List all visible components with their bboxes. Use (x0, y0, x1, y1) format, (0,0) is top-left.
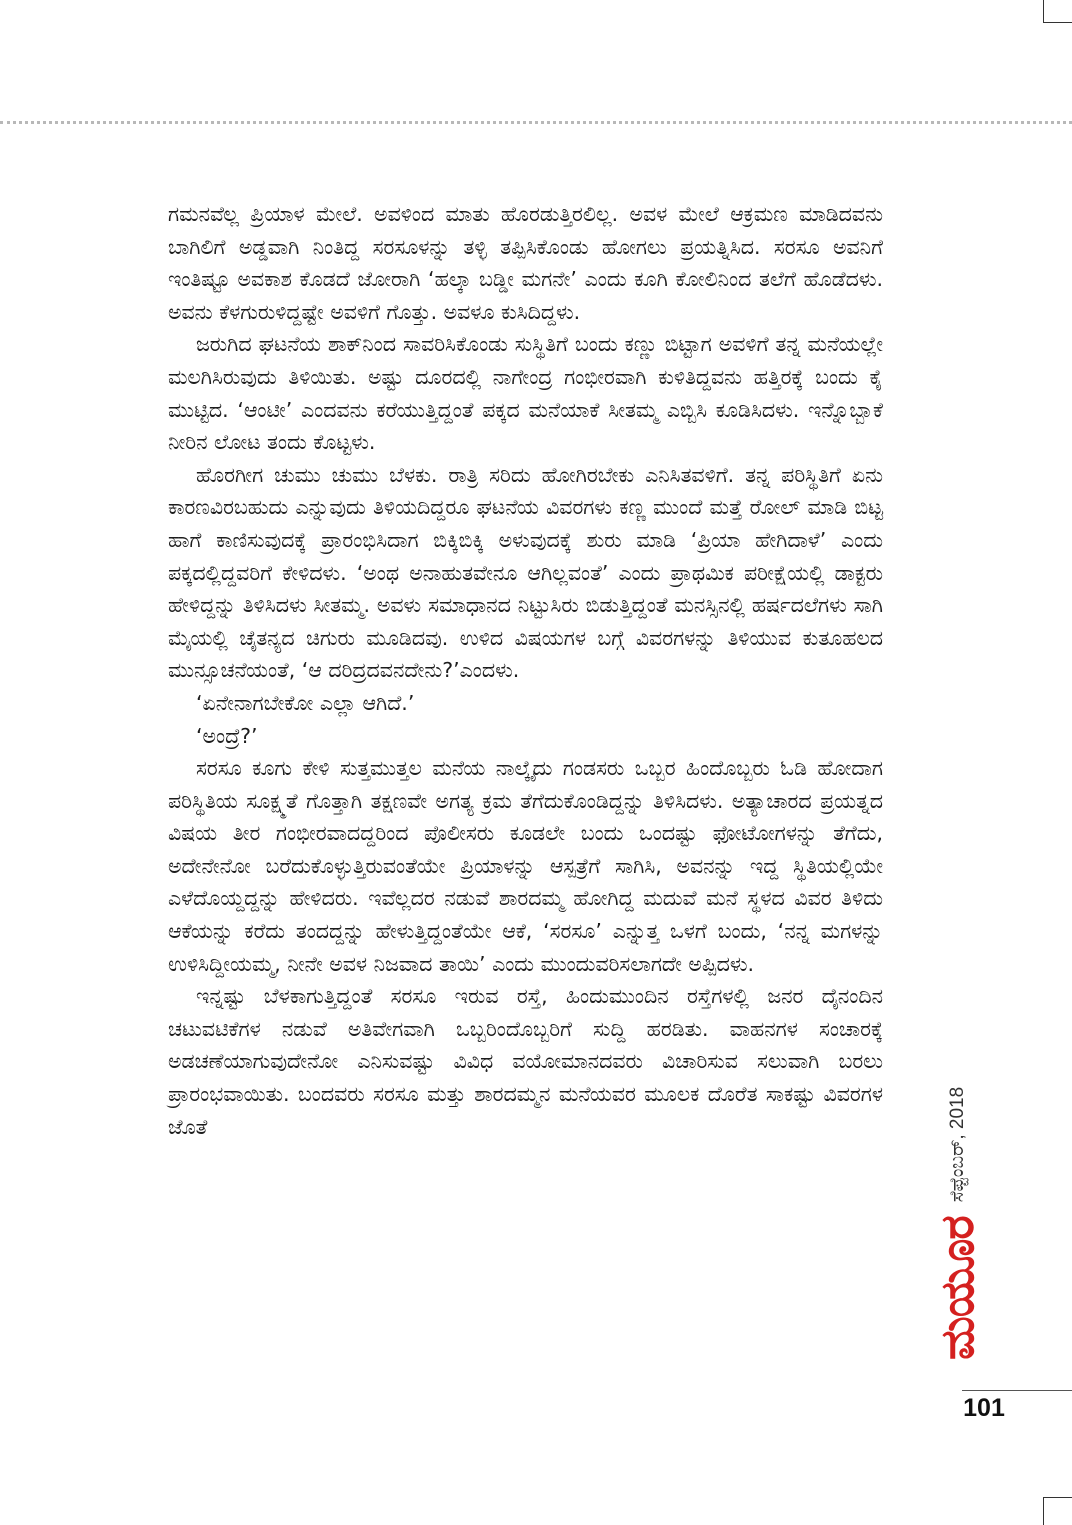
article-body (168, 198, 883, 1143)
magazine-side-label (930, 1087, 986, 1360)
paragraph: ‘ಅಂದ್ರೆ?’ (196, 723, 258, 748)
folio-rule (962, 1390, 1072, 1391)
paragraph: ಇನ್ನಷ್ಟು ಬೆಳಕಾಗುತ್ತಿದ್ದಂತೆ ಸರಸೂ ಇರುವ ರಸ್ತೆ, ಹಿಂದುಮುಂದಿನ ರಸ್ತೆಗಳಲ್ಲಿ ಜನರ ದೈನಂದಿನ ಚಟುವಟಿಕೆಗಳ ನಡುವೆ ಅತಿವೇಗವಾಗಿ ಒಬ್ಬರಿಂದೊಬ್ಬರಿಗೆ ಸುದ್ದಿ ಹರಡಿತು. ವಾಹನಗಳ ಸಂಚಾರಕ್ಕೆ ಅಡಚಣೆಯಾಗುವುದೇನೋ ಎನಿಸುವಷ್ಟು ವಿವಿಧ ವಯೋಮಾನದವರು ವಿಚಾರಿಸುವ ಸಲುವಾಗಿ ಬರಲು ಪ್ರಾರಂಭವಾಯಿತು. ಬಂದವರು ಸರಸೂ ಮತ್ತು ಶಾರದಮ್ಮನ ಮನೆಯವರ ಮೂಲಕ ದೊರೆತ ಸಾಕಷ್ಟು ವಿವರಗಳ ಜೊತೆ (168, 984, 883, 1139)
issue-date: ಸೆಪ್ಟೆಂಬರ್, 2018 (947, 1086, 968, 1203)
paragraph: ಜರುಗಿದ ಘಟನೆಯ ಶಾಕ್‌ನಿಂದ ಸಾವರಿಸಿಕೊಂಡು ಸುಸ್ಥಿತಿಗೆ ಬಂದು ಕಣ್ಣು ಬಿಟ್ಟಾಗ ಅವಳಿಗೆ ತನ್ನ ಮನೆಯಲ್ಲೇ ಮಲಗಿಸಿರುವುದು ತಿಳಿಯಿತು. ಅಷ್ಟು ದೂರದಲ್ಲಿ ನಾಗೇಂದ್ರ ಗಂಭೀರವಾಗಿ ಕುಳಿತಿದ್ದವನು ಹತ್ತಿರಕ್ಕೆ ಬಂದು ಕೈ ಮುಟ್ಟಿದ. ‘ಆಂಟೀ’ ಎಂದವನು ಕರೆಯುತ್ತಿದ್ದಂತೆ ಪಕ್ಕದ ಮನೆಯಾಕೆ ಸೀತಮ್ಮ ಎಬ್ಬಿಸಿ ಕೂಡಿಸಿದಳು. ಇನ್ನೊಬ್ಬಾಕೆ ನೀರಿನ ಲೋಟ ತಂದು ಕೊಟ್ಟಳು. (168, 332, 883, 455)
paragraph: ಹೊರಗೀಗ ಚುಮು ಚುಮು ಬೆಳಕು. ರಾತ್ರಿ ಸರಿದು ಹೋಗಿರಬೇಕು ಎನಿಸಿತವಳಿಗೆ. ತನ್ನ ಪರಿಸ್ಥಿತಿಗೆ ಏನು ಕಾರಣವಿರಬಹುದು ಎನ್ನುವುದು ತಿಳಿಯದಿದ್ದರೂ ಘಟನೆಯ ವಿವರಗಳು ಕಣ್ಣ ಮುಂದೆ ಮತ್ತೆ ರೋಲ್ ಮಾಡಿ ಬಿಟ್ಟ ಹಾಗೆ ಕಾಣಿಸುವುದಕ್ಕೆ ಪ್ರಾರಂಭಿಸಿದಾಗ ಬಿಕ್ಕಿಬಿಕ್ಕಿ ಅಳುವುದಕ್ಕೆ ಶುರು ಮಾಡಿ ‘ಪ್ರಿಯಾ ಹೇಗಿದಾಳೆ’ ಎಂದು ಪಕ್ಕದಲ್ಲಿದ್ದವರಿಗೆ ಕೇಳಿದಳು. ‘ಅಂಥ ಅನಾಹುತವೇನೂ ಆಗಿಲ್ಲವಂತೆ’ ಎಂದು ಪ್ರಾಥಮಿಕ ಪರೀಕ್ಷೆಯಲ್ಲಿ ಡಾಕ್ಟರು ಹೇಳಿದ್ದನ್ನು ತಿಳಿಸಿದಳು ಸೀತಮ್ಮ. ಅವಳು ಸಮಾಧಾನದ ನಿಟ್ಟುಸಿರು ಬಿಡುತ್ತಿದ್ದಂತೆ ಮನಸ್ಸಿನಲ್ಲಿ ಹರ್ಷದಲೆಗಳು ಸಾಗಿ ಮೈಯಲ್ಲಿ ಚೈತನ್ಯದ ಚಿಗುರು ಮೂಡಿದವು. ಉಳಿದ ವಿಷಯಗಳ ಬಗ್ಗೆ ವಿವರಗಳನ್ನು ತಿಳಿಯುವ ಕುತೂಹಲದ ಮುನ್ಸೂಚನೆಯಂತೆ, ‘ಆ ದರಿದ್ರದವನದೇನು?’ಎಂದಳು. (168, 462, 883, 683)
magazine-logo: ಮಯೂರ (930, 1216, 984, 1360)
header-dotted-rule (0, 121, 1072, 124)
paragraph: ಸರಸೂ ಕೂಗು ಕೇಳಿ ಸುತ್ತಮುತ್ತಲ ಮನೆಯ ನಾಲ್ಕೈದು ಗಂಡಸರು ಒಬ್ಬರ ಹಿಂದೊಬ್ಬರು ಓಡಿ ಹೋದಾಗ ಪರಿಸ್ಥಿತಿಯ ಸೂಕ್ಷ್ಮತೆ ಗೊತ್ತಾಗಿ ತಕ್ಷಣವೇ ಅಗತ್ಯ ಕ್ರಮ ತೆಗೆದುಕೊಂಡಿದ್ದನ್ನು ತಿಳಿಸಿದಳು. ಅತ್ಯಾಚಾರದ ಪ್ರಯತ್ನದ ವಿಷಯ ತೀರ ಗಂಭೀರವಾದದ್ದರಿಂದ ಪೊಲೀಸರು ಕೂಡಲೇ ಬಂದು ಒಂದಷ್ಟು ಫೋಟೋಗಳನ್ನು ತೆಗೆದು, ಅದೇನೇನೋ ಬರೆದುಕೊಳ್ಳುತ್ತಿರುವಂತೆಯೇ ಪ್ರಿಯಾಳನ್ನು ಆಸ್ಪತ್ರೆಗೆ ಸಾಗಿಸಿ, ಅವನನ್ನು ಇದ್ದ ಸ್ಥಿತಿಯಲ್ಲಿಯೇ ಎಳೆದೊಯ್ದದ್ದನ್ನು ಹೇಳಿದರು. ಇವೆಲ್ಲದರ ನಡುವೆ ಶಾರದಮ್ಮ ಹೋಗಿದ್ದ ಮದುವೆ ಮನೆ ಸ್ಥಳದ ವಿವರ ತಿಳಿದು ಆಕೆಯನ್ನು ಕರೆದು ತಂದದ್ದನ್ನು ಹೇಳುತ್ತಿದ್ದಂತೆಯೇ ಆಕೆ, ‘ಸರಸೂ’ ಎನ್ನುತ್ತ ಒಳಗೆ ಬಂದು, ‘ನನ್ನ ಮಗಳನ್ನು ಉಳಿಸಿದ್ದೀಯಮ್ಮ, ನೀನೇ ಅವಳ ನಿಜವಾದ ತಾಯಿ’ ಎಂದು ಮುಂದುವರಿಸಲಾಗದೇ ಅಪ್ಪಿದಳು. (168, 756, 883, 976)
crop-mark-top-horizontal (1043, 22, 1072, 23)
paragraph: ‘ಏನೇನಾಗಬೇಕೋ ಎಲ್ಲಾ ಆಗಿದೆ.’ (196, 690, 415, 715)
crop-mark-bottom-horizontal (1043, 1497, 1072, 1498)
paragraph: ಗಮನವೆಲ್ಲ ಪ್ರಿಯಾಳ ಮೇಲೆ. ಅವಳಿಂದ ಮಾತು ಹೊರಡುತ್ತಿರಲಿಲ್ಲ. ಅವಳ ಮೇಲೆ ಆಕ್ರಮಣ ಮಾಡಿದವನು ಬಾಗಿಲಿಗೆ ಅಡ್ಡವಾಗಿ ನಿಂತಿದ್ದ ಸರಸೂಳನ್ನು ತಳ್ಳಿ ತಪ್ಪಿಸಿಕೊಂಡು ಹೋಗಲು ಪ್ರಯತ್ನಿಸಿದ. ಸರಸೂ ಅವನಿಗೆ ಇಂತಿಷ್ಟೂ ಅವಕಾಶ ಕೊಡದೆ ಜೋರಾಗಿ ‘ಹಲ್ಕಾ ಬಡ್ಡೀ ಮಗನೇ’ ಎಂದು ಕೂಗಿ ಕೋಲಿನಿಂದ ತಲೆಗೆ ಹೊಡೆದಳು. ಅವನು ಕೆಳಗುರುಳಿದ್ದಷ್ಟೇ ಅವಳಿಗೆ ಗೊತ್ತು. ಅವಳೂ ಕುಸಿದಿದ್ದಳು. (168, 202, 883, 324)
crop-mark-top-vertical (1043, 0, 1044, 22)
crop-mark-bottom-vertical (1043, 1497, 1044, 1525)
page-number: 101 (963, 1394, 1005, 1422)
